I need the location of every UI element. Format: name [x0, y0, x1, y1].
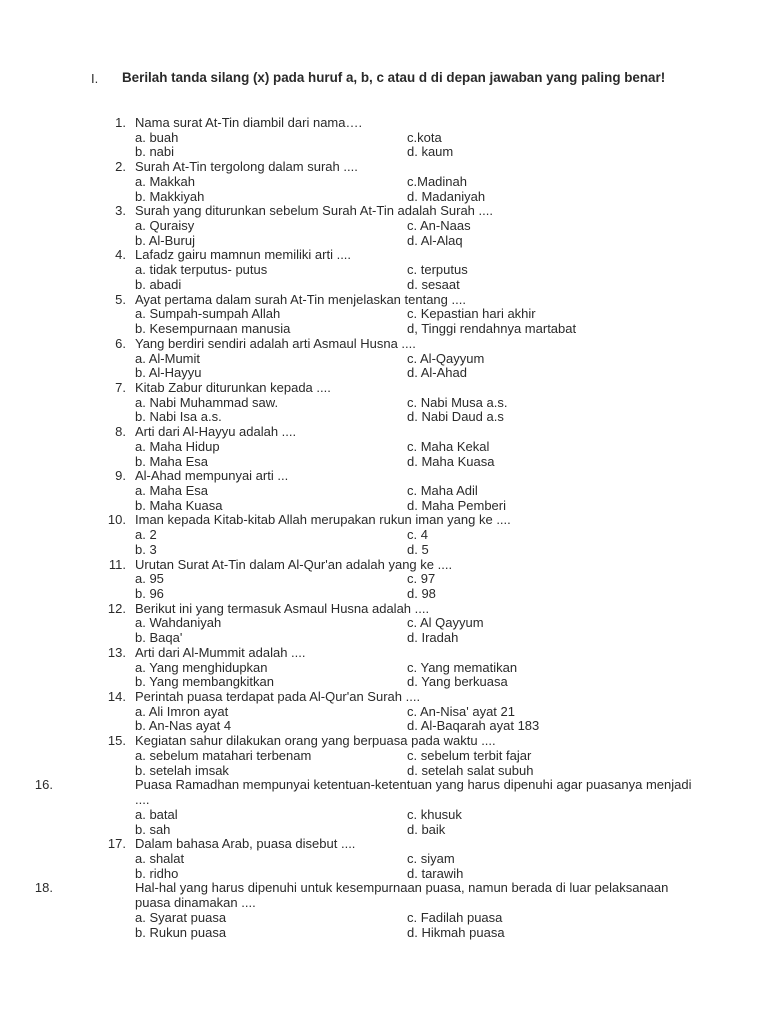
option-c[interactable]: c. An-Naas [407, 218, 471, 234]
question-item [0, 116, 768, 160]
option-d[interactable]: d. baik [407, 821, 446, 837]
option-a[interactable]: a. 95 [135, 571, 164, 587]
option-c[interactable]: c. Fadilah puasa [407, 909, 503, 925]
option-d[interactable]: d. kaum [407, 144, 454, 160]
option-d[interactable]: d. Al-Alaq [407, 232, 463, 248]
question-stem [0, 734, 768, 749]
option-row [0, 263, 768, 278]
question-item [0, 558, 768, 602]
option-row [0, 675, 768, 690]
option-c[interactable]: c. Yang mematikan [407, 659, 518, 675]
option-b[interactable]: b. An-Nas ayat 4 [135, 718, 232, 734]
question-number: 16. [34, 777, 53, 793]
option-c[interactable]: c. 97 [407, 571, 436, 587]
option-row [0, 808, 768, 823]
option-row [0, 131, 768, 146]
option-c[interactable]: c. terputus [407, 262, 468, 278]
question-item [0, 513, 768, 557]
option-row [0, 307, 768, 322]
option-d[interactable]: d. Madaniyah [407, 188, 486, 204]
question-number: 17. [107, 836, 126, 852]
option-c[interactable]: c. Al-Qayyum [407, 350, 485, 366]
question-item [0, 602, 768, 646]
option-b[interactable]: b. setelah imsak [135, 762, 229, 778]
option-row [0, 219, 768, 234]
question-number: 1. [115, 115, 126, 130]
option-b[interactable]: b. Al-Hayyu [135, 365, 202, 381]
question-number: 9. [115, 468, 126, 484]
option-c[interactable]: c. An-Nisa' ayat 21 [407, 703, 515, 719]
option-b[interactable]: b. abadi [135, 276, 182, 292]
question-number: 11. [108, 556, 126, 572]
question-number: 13. [107, 644, 126, 660]
question-item [0, 248, 768, 292]
question-number: 10. [107, 512, 126, 528]
option-b[interactable]: b. Rukun puasa [135, 924, 227, 940]
question-text: Surah yang diturunkan sebelum Surah At-Tin adalah Surah .... [135, 203, 493, 219]
option-row [0, 528, 768, 543]
option-c[interactable]: c.Madinah [407, 173, 467, 189]
option-b[interactable]: b. 3 [135, 541, 157, 557]
question-item [0, 293, 768, 337]
option-row [0, 352, 768, 367]
question-item [0, 881, 768, 940]
question-number: 6. [115, 335, 126, 351]
option-row [0, 278, 768, 293]
section-number: I. [91, 71, 99, 86]
option-a[interactable]: a. Quraisy [135, 218, 195, 234]
question-text: Nama surat At-Tin diambil dari nama…. [135, 115, 363, 130]
option-b[interactable]: b. Kesempurnaan manusia [135, 321, 291, 337]
option-row [0, 587, 768, 602]
option-b[interactable]: b. 96 [135, 586, 164, 601]
question-stem [0, 381, 768, 396]
question-stem [0, 558, 768, 573]
option-d[interactable]: d. tarawih [407, 865, 464, 881]
question-item [0, 204, 768, 248]
option-d[interactable]: d. Maha Pemberi [407, 497, 506, 513]
option-a[interactable]: a. Ali Imron ayat [135, 703, 229, 719]
question-number: 2. [115, 159, 126, 175]
option-row [0, 366, 768, 381]
question-stem [0, 293, 768, 308]
question-text: Kegiatan sahur dilakukan orang yang berpuasa pada waktu .... [135, 733, 496, 749]
option-row [0, 911, 768, 926]
option-row [0, 749, 768, 764]
question-item [0, 690, 768, 734]
option-d[interactable]: d. Yang berkuasa [407, 674, 508, 690]
question-stem [0, 248, 768, 263]
question-item [0, 778, 768, 837]
option-a[interactable]: a. buah [135, 129, 179, 145]
option-c[interactable]: c. Maha Kekal [407, 438, 490, 454]
question-item [0, 469, 768, 513]
question-stem [34, 880, 695, 911]
option-a[interactable]: a. Al-Mumit [135, 350, 201, 366]
option-row [0, 322, 768, 337]
option-a[interactable]: a. shalat [135, 850, 185, 866]
question-item [0, 646, 768, 690]
question-number: 5. [115, 291, 126, 307]
question-text: Hal-hal yang harus dipenuhi untuk kesempurnaan puasa, namun berada di luar pelaksanaan puasa dinamakan .... [135, 880, 669, 911]
option-row [0, 631, 768, 646]
question-stem [0, 469, 768, 484]
option-b[interactable]: b. Makkiyah [135, 188, 205, 204]
question-text: Urutan Surat At-Tin dalam Al-Qur'an adalah yang ke .... [135, 556, 453, 572]
option-a[interactable]: a. 2 [135, 527, 157, 543]
option-b[interactable]: b. Yang membangkitkan [135, 674, 274, 690]
option-c[interactable]: c. Nabi Musa a.s. [407, 394, 508, 410]
option-row [0, 867, 768, 882]
option-c[interactable]: c. Kepastian hari akhir [407, 306, 536, 322]
option-c[interactable]: c. sebelum terbit fajar [407, 747, 532, 763]
question-item [0, 425, 768, 469]
option-b[interactable]: b. ridho [135, 865, 179, 881]
option-row [0, 410, 768, 425]
question-stem [0, 425, 768, 440]
option-a[interactable]: a. Yang menghidupkan [135, 659, 268, 675]
option-row [0, 175, 768, 190]
option-a[interactable]: a. Maha Hidup [135, 438, 220, 454]
question-item [0, 337, 768, 381]
option-a[interactable]: a. batal [135, 806, 178, 822]
option-d[interactable]: d, Tinggi rendahnya martabat [407, 321, 577, 337]
question-item [0, 734, 768, 778]
question-text: Kitab Zabur diturunkan kepada .... [135, 379, 331, 395]
option-row [0, 572, 768, 587]
option-b[interactable]: b. Baqa' [135, 630, 183, 646]
option-a[interactable]: a. sebelum matahari terbenam [135, 747, 312, 763]
question-stem [34, 777, 695, 808]
option-row [0, 719, 768, 734]
question-stem [0, 602, 768, 617]
question-number: 7. [115, 379, 126, 395]
question-number: 8. [115, 424, 126, 440]
question-text: Perintah puasa terdapat pada Al-Qur'an Surah .... [135, 689, 421, 705]
option-a[interactable]: a. tidak terputus- putus [135, 262, 268, 278]
question-stem [0, 204, 768, 219]
question-text: Al-Ahad mempunyai arti ... [135, 468, 289, 484]
option-d[interactable]: d. Iradah [407, 630, 459, 646]
option-c[interactable]: c. Maha Adil [407, 482, 478, 498]
question-text: Ayat pertama dalam surah At-Tin menjelaskan tentang .... [135, 291, 466, 307]
question-text: Iman kepada Kitab-kitab Allah merupakan rukun iman yang ke .... [135, 512, 511, 528]
question-text: Puasa Ramadhan mempunyai ketentuan-ketentuan yang harus dipenuhi agar puasanya menjadi .... [135, 777, 692, 808]
question-text: Yang berdiri sendiri adalah arti Asmaul Husna .... [135, 335, 416, 351]
option-b[interactable]: b. nabi [135, 144, 175, 160]
option-b[interactable]: b. Maha Esa [135, 453, 208, 469]
question-stem [0, 837, 768, 852]
question-stem [0, 646, 768, 661]
option-c[interactable]: c. khusuk [407, 806, 462, 822]
option-row [0, 823, 768, 838]
question-text: Arti dari Al-Mummit adalah .... [135, 644, 306, 660]
option-row [0, 543, 768, 558]
option-row [0, 396, 768, 411]
question-text: Lafadz gairu mamnun memiliki arti .... [135, 247, 352, 263]
option-d[interactable]: d. Nabi Daud a.s [407, 409, 504, 425]
option-b[interactable]: b. Al-Buruj [135, 232, 195, 248]
option-row [0, 440, 768, 455]
option-b[interactable]: b. Maha Kuasa [135, 497, 223, 513]
question-number: 18. [34, 880, 53, 896]
option-row [0, 764, 768, 779]
option-row [0, 852, 768, 867]
option-row [0, 926, 768, 941]
option-d[interactable]: d. Hikmah puasa [407, 924, 505, 940]
option-row [0, 455, 768, 470]
option-row [0, 616, 768, 631]
option-d[interactable]: d. 98 [407, 586, 436, 601]
option-row [0, 190, 768, 205]
option-a[interactable]: a. Sumpah-sumpah Allah [135, 306, 281, 322]
question-item [0, 837, 768, 881]
question-stem [0, 116, 768, 131]
option-d[interactable]: d. Maha Kuasa [407, 453, 495, 469]
question-list [0, 116, 768, 940]
question-number: 12. [107, 600, 126, 616]
option-c[interactable]: c. siyam [407, 850, 455, 866]
option-a[interactable]: a. Nabi Muhammad saw. [135, 394, 279, 410]
option-row [0, 234, 768, 249]
option-d[interactable]: d. Al-Ahad [407, 365, 467, 381]
option-d[interactable]: d. sesaat [407, 276, 460, 292]
option-b[interactable]: b. sah [135, 821, 171, 837]
question-number: 3. [115, 203, 126, 219]
question-item [0, 381, 768, 425]
option-c[interactable]: c.kota [407, 129, 442, 145]
option-a[interactable]: a. Makkah [135, 173, 195, 189]
question-number: 14. [107, 689, 126, 705]
option-a[interactable]: a. Syarat puasa [135, 909, 227, 925]
question-number: 4. [115, 247, 126, 263]
question-text: Arti dari Al-Hayyu adalah .... [135, 424, 297, 440]
question-text: Dalam bahasa Arab, puasa disebut .... [135, 836, 356, 852]
question-number: 15. [107, 733, 126, 749]
option-row [0, 705, 768, 720]
option-a[interactable]: a. Wahdaniyah [135, 615, 222, 631]
question-text: Berikut ini yang termasuk Asmaul Husna adalah .... [135, 600, 430, 616]
option-row [0, 145, 768, 160]
option-c[interactable]: c. 4 [407, 527, 428, 543]
option-a[interactable]: a. Maha Esa [135, 482, 208, 498]
option-row [0, 484, 768, 499]
question-stem [0, 690, 768, 705]
section-instruction: Berilah tanda silang (x) pada huruf a, b, c atau d di depan jawaban yang paling benar! [122, 70, 666, 85]
option-row [0, 661, 768, 676]
question-text: Surah At-Tin tergolong dalam surah .... [135, 159, 358, 175]
option-d[interactable]: d. Al-Baqarah ayat 183 [407, 718, 540, 734]
question-stem [0, 513, 768, 528]
option-d[interactable]: d. 5 [407, 541, 429, 557]
question-stem [0, 160, 768, 175]
option-d[interactable]: d. setelah salat subuh [407, 762, 534, 778]
question-item [0, 160, 768, 204]
option-b[interactable]: b. Nabi Isa a.s. [135, 409, 222, 425]
option-c[interactable]: c. Al Qayyum [407, 615, 484, 631]
question-stem [0, 337, 768, 352]
option-row [0, 499, 768, 514]
